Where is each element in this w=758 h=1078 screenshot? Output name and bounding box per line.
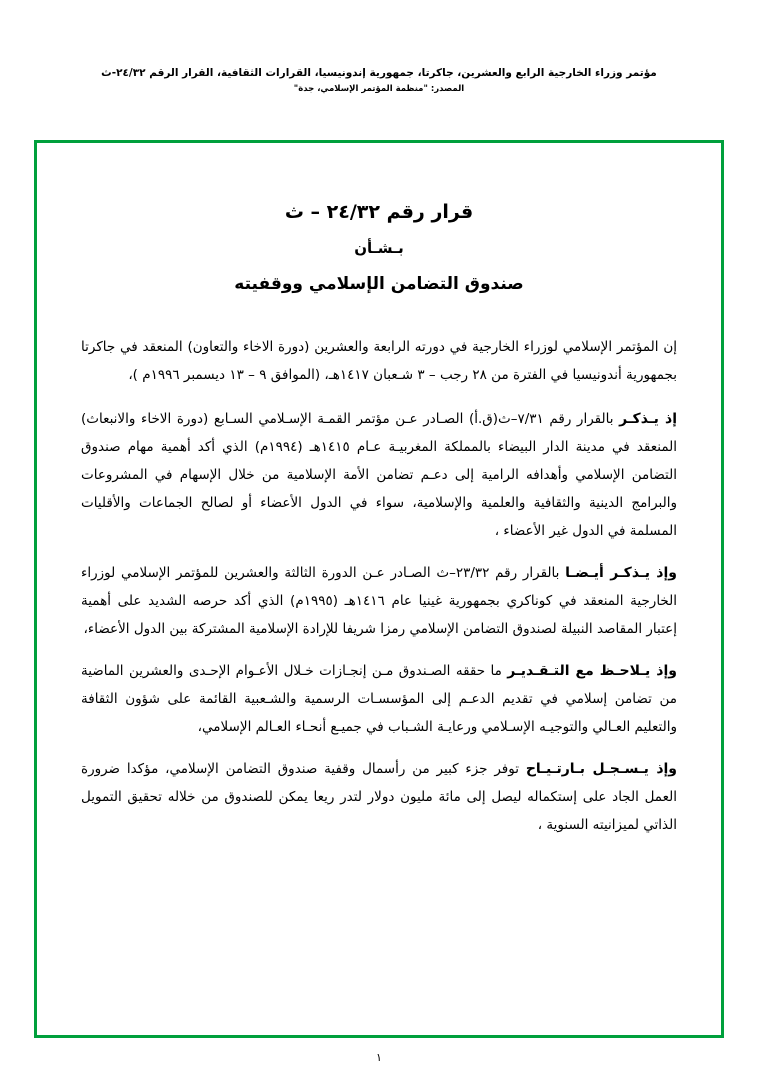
paragraph-lead: وإذ يـلاحـظ مع التـقـديـر xyxy=(507,663,677,679)
header-source-line: المصدر: "منظمة المؤتمر الإسلامي، جدة" xyxy=(293,84,465,94)
resolution-topic: صندوق التضامن الإسلامي ووقفيته xyxy=(234,274,524,294)
frame-inner xyxy=(37,143,721,1035)
page-number: ١ xyxy=(376,1051,382,1064)
paragraph-recalling-2 xyxy=(81,559,677,643)
paragraph-text: ما حققه الصـندوق مـن إنجـازات خـلال الأعـوام الإحـدى والعشرين الماضية من تضامن إسلامي في تقديم الدعـم إلى المؤسسـات الرسمية والشـعبية القائمة على شؤون الثقافة والتعليم العـالي والتوجيـه الإسـلامي ورعايـة الشـباب في جميـع أنحـاء العـالم الإسلامي، xyxy=(81,663,677,735)
resolution-number-title: قرار رقم ٢٤/٣٢ – ث xyxy=(284,201,474,223)
resolution-body xyxy=(81,333,677,839)
paragraph-text: بالقرار رقم ٢٣/٣٢–ث الصـادر عـن الدورة الثالثة والعشرين للمؤتمر الإسلامي لوزراء الخارجية المنعقد في كوناكري بجمهورية غينيا عام ١٤١٦هـ (١٩٩٥م) الذي أكد حرصه الشديد على أهمية إعتبار المقاصد النبيلة لصندوق التضامن الإسلامي رمزا شريفا للإرادة الإسلامية المشتركة بين الدول الأعضاء، xyxy=(81,565,678,637)
paragraph-text: إن المؤتمر الإسلامي لوزراء الخارجية في دورته الرابعة والعشرين (دورة الاخاء والتعاون) المنعقد في جاكرتا بجمهورية أندونيسيا في الفترة من ٢٨ رجب – ٣ شـعبان ١٤١٧هـ، (الموافق ٩ – ١٣ ديسمبر ١٩٩٦م )، xyxy=(81,339,677,383)
running-header xyxy=(0,66,758,96)
resolution-subject-label: بـشـأن xyxy=(354,239,404,257)
paragraph-noting-satisfaction xyxy=(81,755,677,839)
paragraph-lead: إذ يـذكـر xyxy=(619,411,677,427)
green-content-frame xyxy=(34,140,724,1038)
paragraph-text: بالقرار رقم ٧/٣١–ث(ق.أ) الصـادر عـن مؤتمر القمـة الإسـلامي السـابع (دورة الاخاء والانبعاث) المنعقد في مدينة الدار البيضاء بالمملكة المغربيـة عـام ١٤١٥هـ (١٩٩٤م) الذي أكد أهمية مهام صندوق التضامن الإسلامي وأهدافه الرامية إلى دعـم تضامن الأمة الإسلامية من خلال الإسهام في المشروعات والبرامج الدينية والثقافية والعلمية والإسلامية، سواء في الدول الأعضاء أو لصالح الجماعات والأقليات المسلمة في الدول غير الأعضاء ، xyxy=(81,411,677,539)
header-title-line: مؤتمر وزراء الخارجية الرابع والعشرين، جاكرتا، جمهورية إندونيسيا، القرارات الثقافية، القرار الرقم ٢٤/٣٢-ث xyxy=(101,67,657,79)
paragraph-lead: وإذ يـسـجـل بـارتـيـاح xyxy=(525,761,677,777)
paragraph-text: توفر جزء كبير من رأسمال وقفية صندوق التضامن الإسلامي، مؤكدا ضرورة العمل الجاد على إستكماله ليصل إلى مائة مليون دولار لتدر ريعا يمكن للصندوق من خلاله تحقيق التمويل الذاتي لميزانيته السنوية ، xyxy=(81,761,677,833)
paragraph-lead: وإذ يـذكـر أيـضـا xyxy=(565,565,677,581)
paragraph-recalling-1 xyxy=(81,405,677,545)
paragraph-noting-appreciation xyxy=(81,657,677,741)
title-block xyxy=(81,197,677,299)
paragraph-preamble xyxy=(81,333,677,389)
